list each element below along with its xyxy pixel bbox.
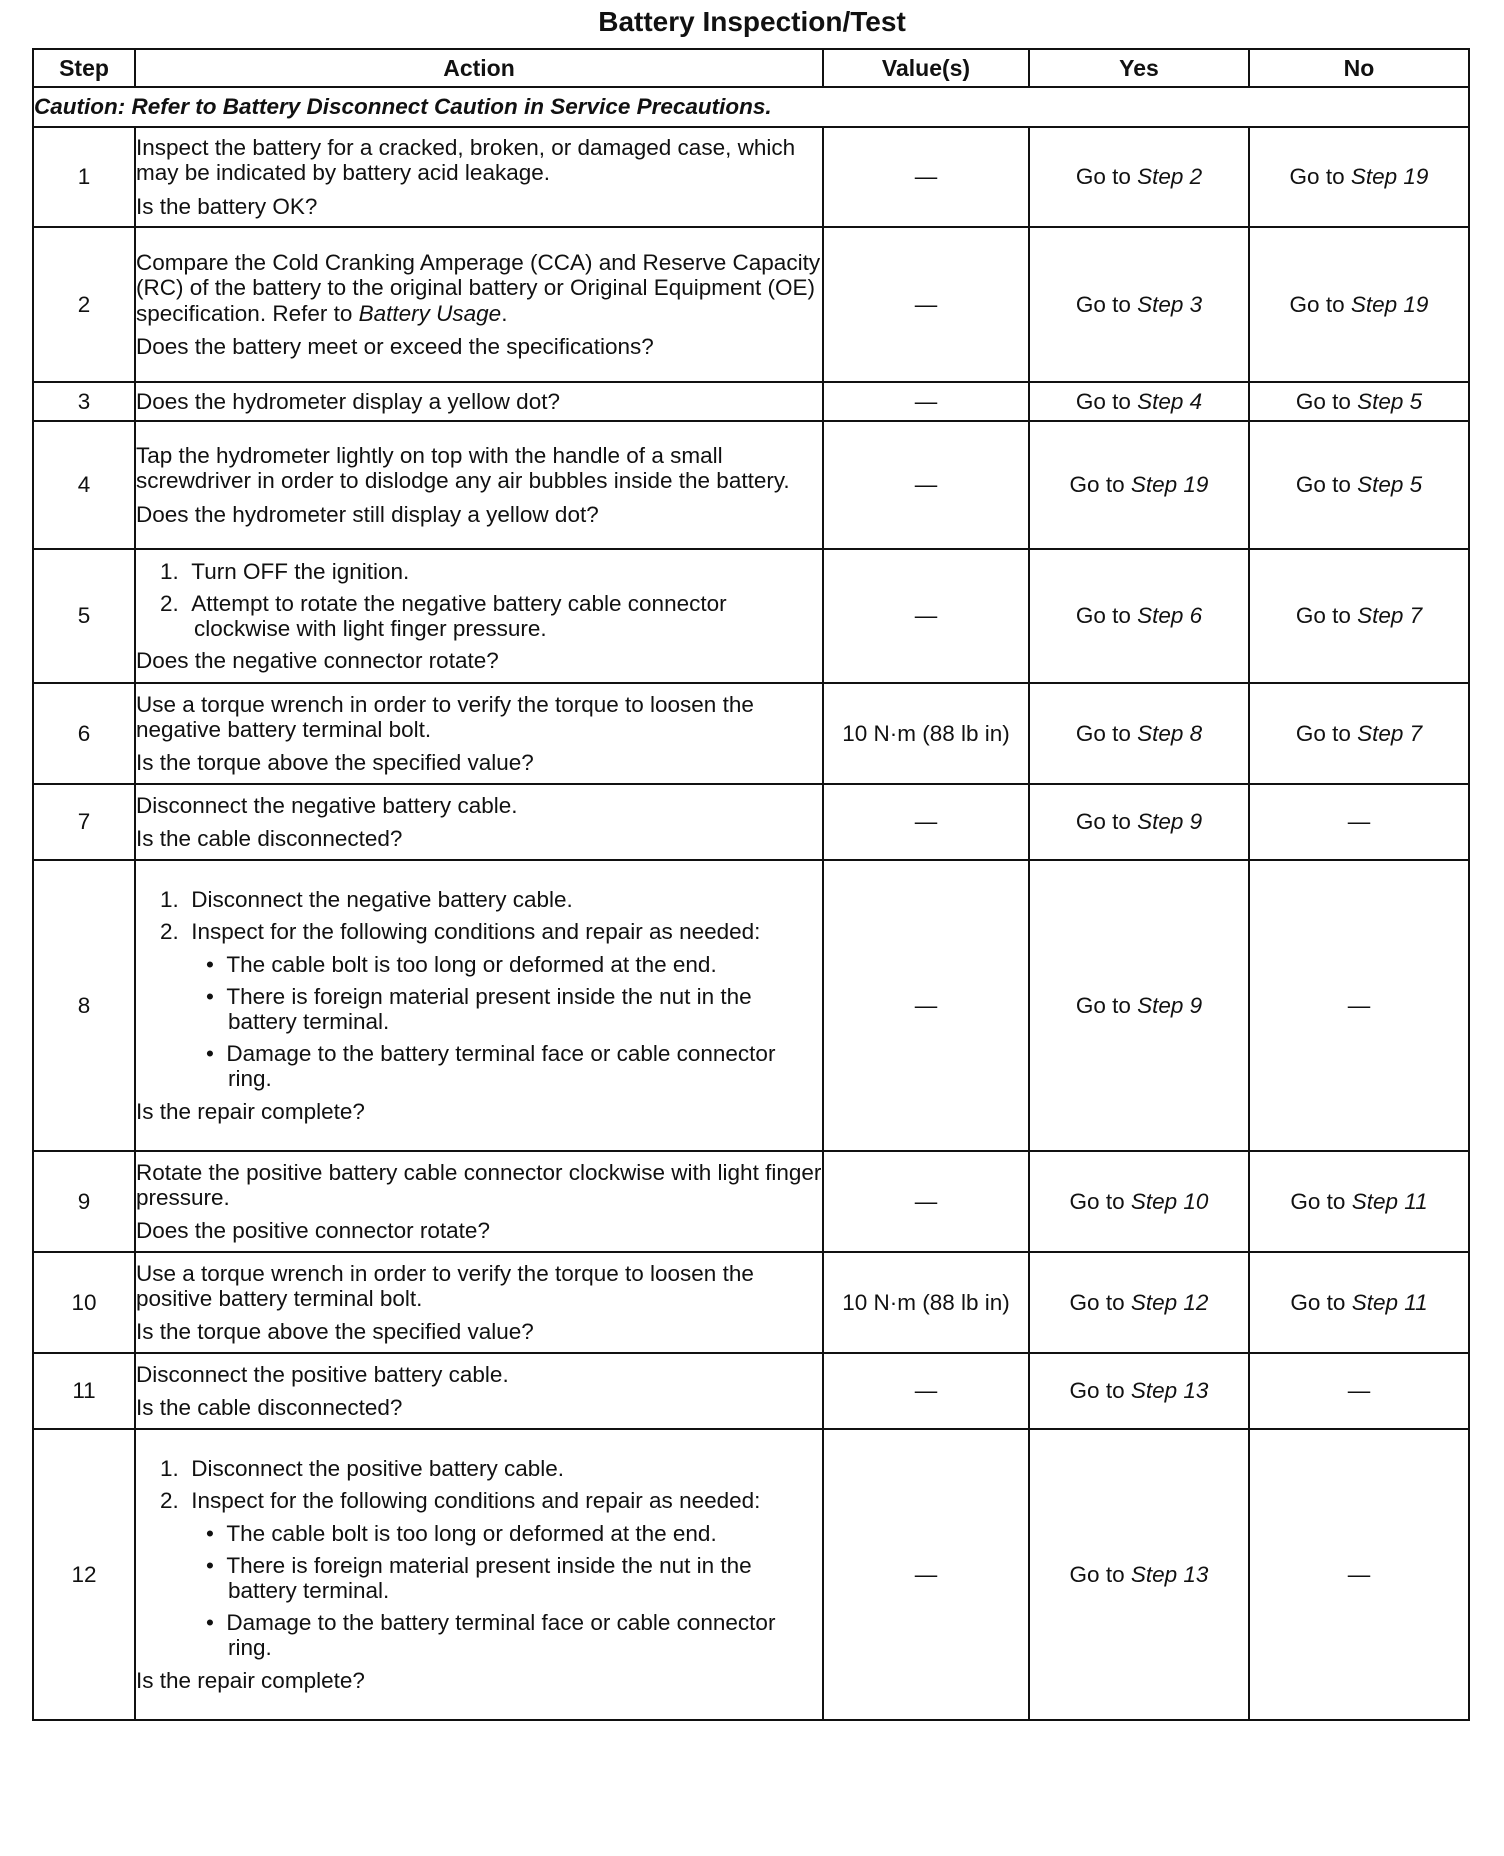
yes-cell xyxy=(1029,127,1249,227)
col-header-step: Step xyxy=(33,49,135,87)
action-cell xyxy=(135,421,823,549)
bullet-item-text: There is foreign material present inside the nut in the battery terminal. xyxy=(226,1552,752,1603)
step-label: Step xyxy=(1137,992,1184,1018)
reference-battery-usage: Battery Usage xyxy=(358,300,502,326)
col-header-action: Action xyxy=(135,49,823,87)
col-header-values: Value(s) xyxy=(823,49,1029,87)
step-label: Step xyxy=(1137,164,1184,189)
yes-step-ref: 3 xyxy=(1189,291,1203,317)
value-cell: 10 N·m (88 lb in) xyxy=(823,1252,1029,1353)
value-cell: — xyxy=(823,1429,1029,1720)
yes-step-ref: 4 xyxy=(1189,388,1203,414)
action-question: Does the hydrometer still display a yellow dot? xyxy=(136,501,599,527)
yes-step-ref: 9 xyxy=(1189,992,1203,1018)
yes-cell xyxy=(1029,1429,1249,1720)
go-to-label: Go to xyxy=(1289,291,1345,317)
action-question: Is the cable disconnected? xyxy=(136,826,403,851)
step-number: 11 xyxy=(33,1353,135,1429)
table-row xyxy=(33,1353,1469,1429)
go-to-label: Go to xyxy=(1075,164,1131,189)
step-label: Step xyxy=(1350,164,1398,189)
no-cell xyxy=(1249,683,1469,784)
action-question: Does the hydrometer display a yellow dot? xyxy=(136,388,560,414)
step-label: Step xyxy=(1357,720,1404,746)
no-step-ref: 19 xyxy=(1403,291,1429,317)
go-to-label: Go to xyxy=(1075,992,1131,1018)
action-text: Rotate the positive battery cable connector clockwise with light finger pressure. xyxy=(136,1159,822,1210)
table-row xyxy=(33,1429,1469,1720)
yes-cell xyxy=(1029,784,1249,860)
step-label: Step xyxy=(1351,1188,1398,1214)
no-step-ref: 11 xyxy=(1404,1289,1428,1315)
numbered-item: 1. Turn OFF the ignition. xyxy=(160,558,410,584)
step-label: Step xyxy=(1130,472,1178,497)
go-to-label: Go to xyxy=(1289,164,1345,189)
step-label: Step xyxy=(1130,1289,1178,1315)
action-cell xyxy=(135,784,823,860)
go-to-label: Go to xyxy=(1069,472,1125,497)
action-cell xyxy=(135,860,823,1151)
action-cell xyxy=(135,1252,823,1353)
action-text: Disconnect the negative battery cable. xyxy=(136,792,518,818)
table-row xyxy=(33,860,1469,1151)
step-number: 3 xyxy=(33,382,135,421)
yes-cell xyxy=(1029,683,1249,784)
action-question: Is the repair complete? xyxy=(136,1667,365,1693)
go-to-label: Go to xyxy=(1290,1188,1346,1214)
go-to-label: Go to xyxy=(1075,809,1131,834)
action-text: Compare the Cold Cranking Amperage (CCA) and Reserve Capacity (RC) of the battery to the original battery or Original Equipment (OE) specification. Refer to Battery Usage. xyxy=(136,250,821,326)
caution-text: Caution: Refer to Battery Disconnect Caution in Service Precautions. xyxy=(33,87,1469,127)
no-cell xyxy=(1249,1252,1469,1353)
table-row xyxy=(33,549,1469,683)
value-cell: — xyxy=(823,382,1029,421)
action-cell xyxy=(135,1429,823,1720)
step-number: 4 xyxy=(33,421,135,549)
no-cell xyxy=(1249,421,1469,549)
table-row xyxy=(33,227,1469,382)
step-label: Step xyxy=(1357,472,1404,497)
yes-cell xyxy=(1029,1151,1249,1252)
inspection-table xyxy=(32,48,1470,1721)
action-question: Does the positive connector rotate? xyxy=(136,1218,490,1244)
yes-cell xyxy=(1029,860,1249,1151)
header-row xyxy=(33,49,1469,87)
go-to-label: Go to xyxy=(1295,388,1351,414)
action-cell xyxy=(135,127,823,227)
numbered-item-text: Attempt to rotate the negative battery cable connector clockwise with light finger pressure. xyxy=(191,590,727,641)
go-to-label: Go to xyxy=(1069,1378,1125,1403)
bullet-item-text: Damage to the battery terminal face or cable connector ring. xyxy=(226,1041,776,1092)
bullet-item-text: The cable bolt is too long or deformed at the end. xyxy=(226,951,717,977)
action-question: Is the repair complete? xyxy=(136,1098,365,1124)
action-question: Is the battery OK? xyxy=(136,193,318,219)
step-number: 1 xyxy=(33,127,135,227)
bullet-item: • There is foreign material present inside the nut in the battery terminal. xyxy=(206,983,752,1034)
go-to-label: Go to xyxy=(1075,720,1131,746)
value-cell: — xyxy=(823,549,1029,683)
step-number: 2 xyxy=(33,227,135,382)
go-to-label: Go to xyxy=(1075,291,1131,317)
page-title: Battery Inspection/Test xyxy=(598,6,906,37)
step-number: 8 xyxy=(33,860,135,1151)
value-cell: — xyxy=(823,860,1029,1151)
numbered-item: 2. Inspect for the following conditions and repair as needed: xyxy=(160,1488,761,1514)
no-cell: — xyxy=(1249,1353,1469,1429)
go-to-label: Go to xyxy=(1295,472,1351,497)
action-text: Tap the hydrometer lightly on top with the handle of a small screwdriver in order to dislodge any air bubbles inside the battery. xyxy=(136,443,790,494)
step-label: Step xyxy=(1351,1289,1398,1315)
no-cell: — xyxy=(1249,860,1469,1151)
action-text: Use a torque wrench in order to verify the torque to loosen the negative battery terminal bolt. xyxy=(136,691,754,742)
bullet-item-text: Damage to the battery terminal face or cable connector ring. xyxy=(226,1610,776,1661)
yes-step-ref: 10 xyxy=(1183,1188,1209,1214)
no-cell: — xyxy=(1249,784,1469,860)
no-cell: — xyxy=(1249,1429,1469,1720)
step-label: Step xyxy=(1137,291,1184,317)
table-row xyxy=(33,1252,1469,1353)
step-label: Step xyxy=(1137,388,1184,414)
numbered-item-text: Inspect for the following conditions and repair as needed: xyxy=(191,919,761,945)
value-cell: 10 N·m (88 lb in) xyxy=(823,683,1029,784)
action-question: Does the negative connector rotate? xyxy=(136,648,499,674)
numbered-item-text: Inspect for the following conditions and repair as needed: xyxy=(191,1488,761,1514)
no-step-ref: 19 xyxy=(1403,164,1429,189)
go-to-label: Go to xyxy=(1075,603,1131,628)
yes-cell xyxy=(1029,549,1249,683)
go-to-label: Go to xyxy=(1295,603,1351,628)
step-label: Step xyxy=(1130,1188,1178,1214)
no-cell xyxy=(1249,549,1469,683)
go-to-label: Go to xyxy=(1295,720,1351,746)
table-row xyxy=(33,784,1469,860)
yes-cell xyxy=(1029,382,1249,421)
bullet-item: • Damage to the battery terminal face or cable connector ring. xyxy=(206,1041,776,1092)
yes-step-ref: 13 xyxy=(1183,1561,1209,1587)
table-row xyxy=(33,421,1469,549)
bullet-item: • Damage to the battery terminal face or cable connector ring. xyxy=(206,1610,776,1661)
action-cell xyxy=(135,1353,823,1429)
step-label: Step xyxy=(1357,603,1404,628)
yes-step-ref: 9 xyxy=(1189,809,1203,834)
yes-cell xyxy=(1029,227,1249,382)
table-row xyxy=(33,127,1469,227)
yes-cell xyxy=(1029,1353,1249,1429)
table-row xyxy=(33,382,1469,421)
action-cell xyxy=(135,683,823,784)
bullet-item: • The cable bolt is too long or deformed at the end. xyxy=(206,1520,717,1546)
col-header-no: No xyxy=(1249,49,1469,87)
bullet-item: • There is foreign material present inside the nut in the battery terminal. xyxy=(206,1552,752,1603)
action-text: Disconnect the positive battery cable. xyxy=(136,1361,509,1387)
no-step-ref: 5 xyxy=(1409,388,1423,414)
action-cell xyxy=(135,1151,823,1252)
bullet-item-text: There is foreign material present inside the nut in the battery terminal. xyxy=(226,983,752,1034)
yes-step-ref: 12 xyxy=(1183,1289,1209,1315)
action-question: Is the cable disconnected? xyxy=(136,1395,403,1420)
step-number: 9 xyxy=(33,1151,135,1252)
numbered-item: 1. Disconnect the negative battery cable. xyxy=(160,887,573,913)
numbered-item: 1. Disconnect the positive battery cable. xyxy=(160,1456,564,1482)
no-step-ref: 11 xyxy=(1404,1188,1428,1214)
numbered-item-text: Disconnect the positive battery cable. xyxy=(191,1456,564,1482)
value-cell: — xyxy=(823,1353,1029,1429)
action-text-main: Compare the Cold Cranking Amperage (CCA) and Reserve Capacity (RC) of the battery to the original battery or Original Equipment (OE) specification. Refer to xyxy=(136,250,821,326)
value-cell: — xyxy=(823,227,1029,382)
numbered-item: 2. Attempt to rotate the negative battery cable connector clockwise with light finger pressure. xyxy=(160,590,727,641)
yes-step-ref: 19 xyxy=(1183,472,1209,497)
no-cell xyxy=(1249,382,1469,421)
step-number: 12 xyxy=(33,1429,135,1720)
step-label: Step xyxy=(1357,388,1404,414)
step-number: 6 xyxy=(33,683,135,784)
step-label: Step xyxy=(1137,809,1184,834)
go-to-label: Go to xyxy=(1069,1561,1125,1587)
no-cell xyxy=(1249,1151,1469,1252)
bullet-item-text: The cable bolt is too long or deformed at the end. xyxy=(226,1520,717,1546)
no-cell xyxy=(1249,127,1469,227)
yes-step-ref: 6 xyxy=(1189,603,1203,628)
step-label: Step xyxy=(1137,603,1184,628)
action-cell xyxy=(135,549,823,683)
caution-row xyxy=(33,87,1469,127)
action-cell xyxy=(135,227,823,382)
yes-cell xyxy=(1029,421,1249,549)
action-cell xyxy=(135,382,823,421)
step-label: Step xyxy=(1137,720,1184,746)
numbered-item: 2. Inspect for the following conditions and repair as needed: xyxy=(160,919,761,945)
value-cell: — xyxy=(823,1151,1029,1252)
step-label: Step xyxy=(1130,1561,1178,1587)
bullet-item: • The cable bolt is too long or deformed at the end. xyxy=(206,951,717,977)
step-number: 7 xyxy=(33,784,135,860)
no-step-ref: 7 xyxy=(1409,720,1423,746)
go-to-label: Go to xyxy=(1075,388,1131,414)
action-question: Is the torque above the specified value? xyxy=(136,1319,534,1345)
step-label: Step xyxy=(1130,1378,1178,1403)
yes-step-ref: 8 xyxy=(1189,720,1203,746)
action-question: Is the torque above the specified value? xyxy=(136,750,534,776)
value-cell: — xyxy=(823,127,1029,227)
action-question: Does the battery meet or exceed the specifications? xyxy=(136,333,654,359)
value-cell: — xyxy=(823,784,1029,860)
yes-step-ref: 13 xyxy=(1183,1378,1209,1403)
action-text: Inspect the battery for a cracked, broken, or damaged case, which may be indicated by battery acid leakage. xyxy=(136,135,796,186)
numbered-item-text: Turn OFF the ignition. xyxy=(191,558,410,584)
no-step-ref: 5 xyxy=(1409,472,1423,497)
step-label: Step xyxy=(1350,291,1398,317)
go-to-label: Go to xyxy=(1069,1289,1125,1315)
action-text: Use a torque wrench in order to verify the torque to loosen the positive battery terminal bolt. xyxy=(136,1260,754,1311)
step-number: 10 xyxy=(33,1252,135,1353)
numbered-item-text: Disconnect the negative battery cable. xyxy=(191,887,573,913)
yes-step-ref: 2 xyxy=(1189,164,1203,189)
step-number: 5 xyxy=(33,549,135,683)
no-step-ref: 7 xyxy=(1409,603,1423,628)
no-cell xyxy=(1249,227,1469,382)
go-to-label: Go to xyxy=(1069,1188,1125,1214)
go-to-label: Go to xyxy=(1290,1289,1346,1315)
table-row xyxy=(33,1151,1469,1252)
col-header-yes: Yes xyxy=(1029,49,1249,87)
table-row xyxy=(33,683,1469,784)
value-cell: — xyxy=(823,421,1029,549)
yes-cell xyxy=(1029,1252,1249,1353)
